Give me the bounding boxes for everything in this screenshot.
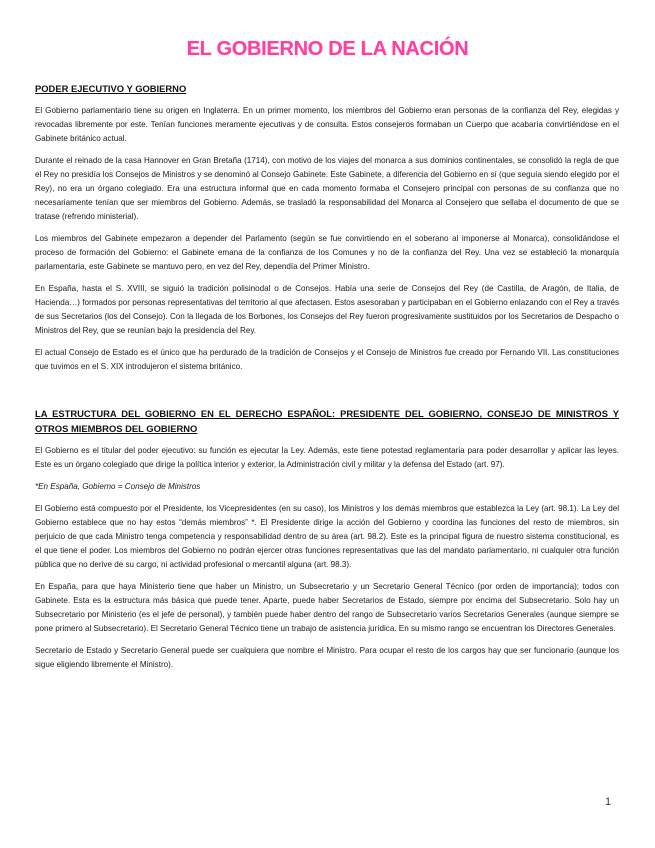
paragraph: El actual Consejo de Estado es el único que ha perdurado de la tradición de Consejos y el Consejo de Ministros fue creado por Fernando VII. Las constituciones que tuvimos en el S. XIX introdujeron el sistema británico. (35, 348, 619, 371)
document-body (35, 82, 619, 680)
paragraph: Durante el reinado de la casa Hannover en Gran Bretaña (1714), con motivo de los viajes del monarca a sus dominios continentales, se consolidó la regla de que el Rey no presidía los Consejos de Ministros y se denominó al Consejo Gabinete. Este Gabinete, a diferencia del Gobierno en sí (que seguía siendo elegido por el Rey), no era un órgano colegiado. Era una estructura informal que en cada momento formaba el Consejero principal con personas de su confianza que no necesariamente tenían que ser miembros del Gobierno. Además, se trasladó la responsabilidad del Monarca al Consejero que sellaba el documento de que se tratase (refrendo ministerial). (35, 156, 619, 221)
paragraph: El Gobierno parlamentario tiene su origen en Inglaterra. En un primer momento, los miembros del Gobierno eran personas de la confianza del Rey, elegidas y revocadas libremente por este. Tenían funciones meramente ejecutivas y de consulta. Estos consejeros formaban un Cuerpo que acabaría convirtiéndose en el Gabinete británico actual. (35, 106, 619, 143)
paragraph: En España, hasta el S. XVIII, se siguió la tradición polisinodal o de Consejos. Había una serie de Consejos del Rey (de Castilla, de Aragón, de Italia, de Hacienda…) formados por personas representativas del territorio al que afectasen. Estos asesoraban y participaban en el Gobierno enlazando con el Rey a través de sus Secretarios (los del Consejo). Con la llegada de los Borbones, los Consejos del Rey fueron progresivamente sustituidos por los Secretarios de Despacho o Ministros del Rey, que se reunían bajo la presidencia del Rey. (35, 284, 619, 335)
note-paragraph: *En España, Gobierno = Consejo de Ministros (35, 482, 201, 491)
document-title: EL GOBIERNO DE LA NACIÓN (186, 38, 469, 60)
paragraph: Secretario de Estado y Secretario General puede ser cualquiera que nombre el Ministro. Para ocupar el resto de los cargos hay que ser funcionario (aunque los sigue eligiendo libremente el Ministro). (35, 646, 619, 669)
section-heading-estructura-gobierno: LA ESTRUCTURA DEL GOBIERNO EN EL DERECHO ESPAÑOL: PRESIDENTE DEL GOBIERNO, CONSEJO DE MINISTROS Y OTROS MIEMBROS DEL GOBIERNO (35, 408, 619, 434)
section-heading-poder-ejecutivo: PODER EJECUTIVO Y GOBIERNO (35, 83, 187, 94)
paragraph: En España, para que haya Ministerio tiene que haber un Ministro, un Subsecretario y un Secretario General Técnico (por orden de importancia); todos con Gabinete. Esta es la estructura más básica que puede tener. Aparte, puede haber Secretarios de Estado, siempre por encima del Subsecretario. Solo hay un Subsecretario por Ministerio (es el jefe de personal), y también puede haber dentro del rango de Subsecretario varios Secretarios Generales (aunque siempre se pone primero al Subsecretario). El Secretario General Técnico tiene un trabajo de asistencia jurídica. En su mismo rango se encuentran los Directores Generales. (35, 582, 619, 633)
paragraph: El Gobierno está compuesto por el Presidente, los Vicepresidentes (en su caso), los Ministros y los demás miembros que establezca la Ley (art. 98.1). La Ley del Gobierno establece que no hay estos “demás miembros” *. El Presidente dirige la acción del Gobierno y coordina las funciones del resto de miembros, sin perjuicio de que cada Ministro tenga competencia y responsabilidad dentro de su área (art. 98.2). Este es la principal figura de nuestro sistema constitucional, es el que tiene el poder. Los miembros del Gobierno no podrán ejercer otras funciones representativas que las del mandato parlamentario, ni cualquier otra función pública que no derive de su cargo, ni actividad profesional o mercantil alguna (art. 98.3). (35, 504, 619, 569)
paragraph: El Gobierno es el titular del poder ejecutivo: su función es ejecutar la Ley. Además, este tiene potestad reglamentaria para poder desarrollar y aplicar las leyes. Este es un órgano colegiado que dirige la política interior y exterior, la Administración civil y militar y la defensa del Estado (art. 97). (35, 446, 619, 469)
page-number: 1 (605, 796, 612, 808)
paragraph: Los miembros del Gabinete empezaron a depender del Parlamento (según se fue convirtiendo en el soberano al imponerse al Monarca), consolidándose el proceso de formación del Gobierno: el Gabinete emana de la confianza de los Comunes y no de la confianza del Rey. Una vez se estableció la monarquía parlamentaria, este Gabinete se mantuvo pero, en vez del Rey, dependía del Primer Ministro. (35, 234, 619, 271)
